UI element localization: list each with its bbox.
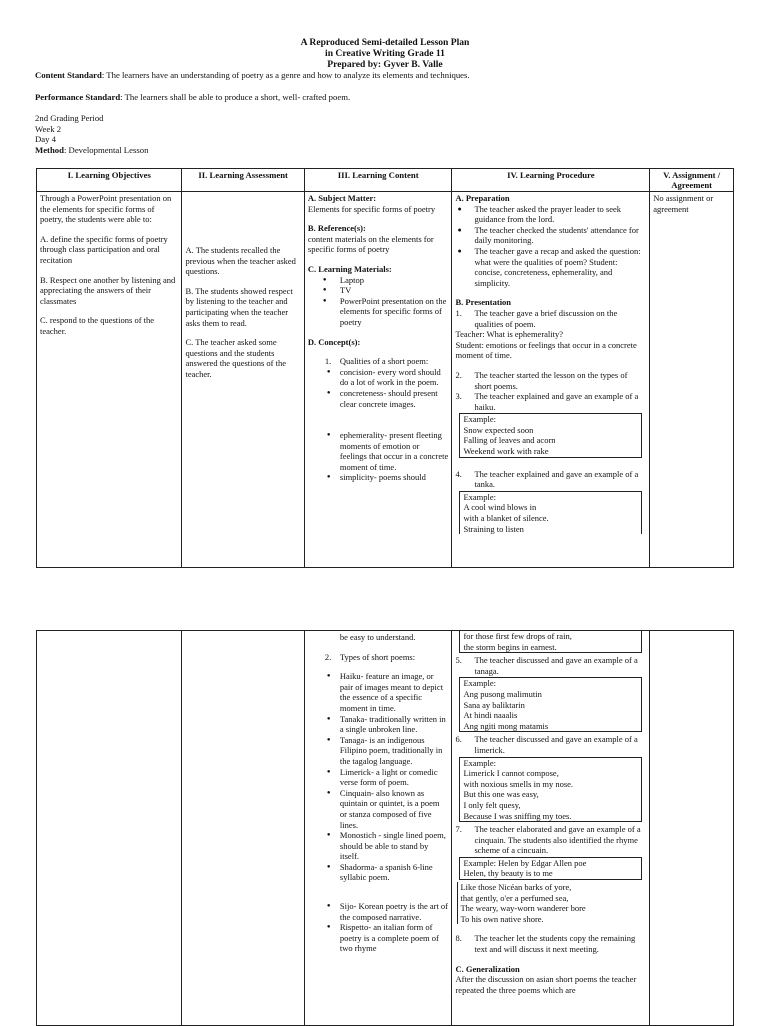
- list-item: ● Tanaka- traditionally written in a single unbroken line.: [340, 714, 449, 735]
- subject-matter-text: Elements for specific forms of poetry: [307, 203, 436, 214]
- step-number: 6.: [455, 734, 462, 745]
- concept-2-number: 2.: [324, 651, 332, 662]
- types-list-more: [308, 901, 449, 954]
- objective-b: B. Respect one another by listening and appreciating the answers of their classmates: [40, 274, 176, 306]
- step-text: The teacher gave a brief discussion on the qualities of poem.: [474, 307, 618, 329]
- step-text: The teacher discussed and gave an example of a tanaga.: [474, 655, 638, 676]
- example-line: Ang ngiti mong matamis: [463, 720, 549, 731]
- example-line: A cool wind blows in: [463, 502, 537, 513]
- example-line: Example:: [463, 414, 497, 425]
- qualities-list: [308, 367, 449, 483]
- list-item: ● simplicity- poems should: [340, 472, 449, 483]
- assessment-b: B. The students showed respect by listening to the teacher and participating when the teacher asks them to read.: [185, 285, 293, 328]
- assessment-cell-continued: [182, 631, 304, 1026]
- subject-matter-label: A. Subject Matter:: [307, 193, 377, 203]
- example-line: Helen, thy beauty is to me: [463, 868, 553, 879]
- learning-materials-label: C. Learning Materials:: [307, 263, 392, 274]
- step-number: 2.: [455, 369, 462, 380]
- title-line-2: in Creative Writing Grade 11: [325, 48, 445, 59]
- content-cell-continued: [304, 631, 452, 1026]
- step-text: The teacher discussed and gave an example of a limerick.: [474, 734, 638, 755]
- list-item: ● Tanaga- is an indigenous Filipino poem, traditionally in the tagalog language.: [340, 735, 449, 767]
- concepts-label: D. Concept(s):: [307, 336, 361, 347]
- qualities-continued: be easy to understand.: [339, 632, 416, 642]
- document-header: [35, 37, 735, 156]
- column-header-procedure: IV. Learning Procedure: [452, 169, 650, 192]
- list-item: ● Cinquain- also known as quintain or quintet, is a poem or stanza composed of five lines.: [340, 788, 449, 830]
- tanaga-example-box: [459, 677, 642, 732]
- list-item: ● Shadorma- a spanish 6-line syllabic poem.: [340, 862, 449, 883]
- lesson-plan-table-page-1: [36, 168, 734, 568]
- title-line-1: A Reproduced Semi-detailed Lesson Plan: [300, 37, 470, 48]
- list-item: ● Rispetto- an italian form of poetry is a complete poem of two rhyme: [340, 922, 449, 954]
- example-line: The weary, way-worn wanderer bore: [460, 903, 586, 914]
- references-text: content materials on the elements for specific forms of poetry: [307, 233, 434, 255]
- table-header-row: [37, 169, 734, 192]
- example-line: Like those Nicéan barks of yore,: [460, 882, 572, 893]
- step-number: 5.: [455, 655, 462, 666]
- step-number: 7.: [455, 824, 462, 835]
- teacher-question: Teacher: What is ephemerality?: [455, 329, 564, 340]
- assignment-cell: [650, 192, 734, 568]
- example-line: Because I was sniffing my toes.: [463, 810, 572, 821]
- example-line: Example:: [463, 491, 497, 502]
- column-header-objectives: I. Learning Objectives: [37, 169, 182, 192]
- presentation-label: B. Presentation: [455, 297, 512, 308]
- generalization-text: After the discussion on asian short poems the teacher repeated the three poems which are: [455, 974, 637, 995]
- example-line: Limerick I cannot compose,: [463, 768, 559, 779]
- method-text: : Developmental Lesson: [63, 144, 149, 155]
- example-line: the storm begins in earnest.: [463, 641, 557, 652]
- content-standard-label: Content Standard: [35, 70, 102, 80]
- column-header-assignment: V. Assignment / Agreement: [650, 169, 734, 192]
- assessment-cell: [182, 192, 304, 568]
- objectives-intro: Through a PowerPoint presentation on the elements for specific forms of poetry, the students were able to:: [40, 193, 172, 225]
- procedure-step-8: [455, 933, 646, 954]
- list-item: ● concreteness- should present clear concrete images.: [340, 388, 449, 409]
- list-item: ● The teacher checked the students' attendance for daily monitoring.: [455, 225, 646, 246]
- list-item: ● concision- every word should do a lot of work in the poem.: [340, 367, 449, 388]
- list-item: ● PowerPoint presentation on the elements for specific forms of poetry: [340, 296, 449, 328]
- list-item: ● Monostich - single lined poem, should be able to stand by itself.: [340, 830, 449, 862]
- example-line: Example: Helen by Edgar Allen poe: [463, 857, 587, 868]
- method: [35, 145, 735, 156]
- step-text: The teacher started the lesson on the types of short poems.: [474, 369, 628, 391]
- procedure-cell-continued: [452, 631, 650, 1026]
- procedure-step-2: [455, 370, 646, 391]
- procedure-step-1: [455, 308, 646, 329]
- student-answer: Student: emotions or feelings that occur in a concrete moment of time.: [455, 339, 637, 361]
- step-text: The teacher let the students copy the remaining text and will discuss it next meeting.: [474, 933, 636, 955]
- step-text: The teacher explained and gave an example of a tanka.: [474, 468, 639, 490]
- example-line: To his own native shore.: [460, 913, 544, 924]
- grading-period: 2nd Grading Period: [35, 113, 104, 124]
- objective-c: C. respond to the questions of the teacher.: [40, 315, 155, 336]
- example-line: Weekend work with rake: [463, 446, 549, 457]
- haiku-example-box: [459, 413, 642, 457]
- example-line: with a blanket of silence.: [463, 513, 549, 524]
- example-line: that gently, o'er a perfumed sea,: [460, 892, 569, 903]
- performance-standard-label: Performance Standard: [35, 91, 121, 102]
- step-text: The teacher explained and gave an example of a haiku.: [474, 391, 639, 412]
- column-header-content: III. Learning Content: [304, 169, 452, 192]
- concept-2: [308, 652, 449, 663]
- content-standard: [35, 70, 735, 81]
- example-line: Straining to listen: [463, 523, 524, 534]
- example-line: But this one was easy,: [463, 789, 539, 800]
- tanka-example-box: [459, 491, 642, 534]
- generalization-label: C. Generalization: [455, 963, 520, 974]
- assessment-c: C. The teacher asked some questions and the students answered the questions of the teacher.: [185, 337, 287, 379]
- lesson-plan-table-page-2: [36, 630, 734, 1026]
- objective-a: A. define the specific forms of poetry through class participation and oral recitation: [40, 233, 168, 265]
- example-line: At hindi naaalis: [463, 710, 518, 721]
- title-line-3: Prepared by: Gyver B. Valle: [327, 59, 443, 70]
- concept-1-number: 1.: [324, 356, 332, 367]
- column-header-assessment: II. Learning Assessment: [182, 169, 304, 192]
- table-row: [37, 192, 734, 568]
- list-item: ● Limerick- a light or comedic verse form of poem.: [340, 767, 449, 788]
- procedure-step-4: [455, 469, 646, 490]
- cinquain-example-box: [459, 857, 642, 880]
- list-item: ● ephemerality- present fleeting moments of emotion or feelings that occur in a concrete moment of time.: [340, 430, 449, 472]
- example-line: Sana ay baliktarin: [463, 699, 525, 710]
- preparation-label: A. Preparation: [455, 193, 510, 203]
- procedure-cell: [452, 192, 650, 568]
- example-line: I only felt quesy,: [463, 799, 521, 810]
- content-cell: [304, 192, 452, 568]
- list-item: ● Haiku- feature an image, or pair of images meant to depict the essence of a specific moment in time.: [340, 671, 449, 713]
- procedure-step-3: [455, 391, 646, 412]
- performance-standard: [35, 92, 735, 103]
- types-list: [308, 671, 449, 883]
- example-line: Ang pusong malimutin: [463, 688, 542, 699]
- performance-standard-text: : The learners shall be able to produce a short, well- crafted poem.: [120, 91, 351, 102]
- concept-2-title: Types of short poems:: [339, 651, 416, 662]
- assignment-text: No assignment or agreement: [653, 193, 714, 214]
- table-row: [37, 631, 734, 1026]
- tanka-example-box-continued: [459, 631, 642, 653]
- method-label: Method: [35, 144, 64, 155]
- objectives-cell-continued: [37, 631, 182, 1026]
- learning-materials-list: [308, 275, 449, 328]
- concept-1-title: Qualities of a short poem:: [339, 356, 429, 367]
- step-number: 1.: [455, 307, 462, 318]
- assessment-a: A. The students recalled the previous when the teacher asked questions.: [185, 245, 296, 277]
- example-line: with noxious smells in my nose.: [463, 778, 574, 789]
- example-line: Falling of leaves and acorn: [463, 435, 556, 446]
- list-item: ● Laptop: [340, 275, 449, 286]
- step-number: 4.: [455, 468, 462, 479]
- step-number: 3.: [455, 391, 462, 402]
- day: Day 4: [35, 134, 56, 145]
- list-item: ● Sijo- Korean poetry is the art of the composed narrative.: [340, 901, 449, 922]
- procedure-step-7: [455, 824, 646, 856]
- concept-1: [308, 356, 449, 367]
- example-line: Example:: [463, 757, 497, 768]
- step-number: 8.: [455, 933, 462, 944]
- step-text: The teacher elaborated and gave an example of a cinquain. The students also identified the rhyme scheme of a cincuain.: [474, 824, 641, 856]
- procedure-step-5: [455, 655, 646, 676]
- references-label: B. Reference(s):: [307, 223, 366, 234]
- week: Week 2: [35, 123, 62, 134]
- example-line: for those first few drops of rain,: [463, 631, 572, 641]
- example-line: Example:: [463, 678, 497, 689]
- list-item: ● The teacher gave a recap and asked the question: what were the qualities of poem? Student: concise, concreteness, ephemerality, and simplicity.: [455, 246, 646, 288]
- list-item: ● The teacher asked the prayer leader to seek guidance from the lord.: [455, 204, 646, 225]
- assignment-cell-continued: [650, 631, 734, 1026]
- example-line: Snow expected soon: [463, 424, 534, 435]
- limerick-example-box: [459, 757, 642, 823]
- cinquain-poem-lines: [457, 882, 646, 924]
- objectives-cell: [37, 192, 182, 568]
- content-standard-text: : The learners have an understanding of poetry as a genre and how to analyze its elements and techniques.: [101, 70, 470, 80]
- procedure-step-6: [455, 734, 646, 755]
- list-item: ● TV: [340, 285, 449, 296]
